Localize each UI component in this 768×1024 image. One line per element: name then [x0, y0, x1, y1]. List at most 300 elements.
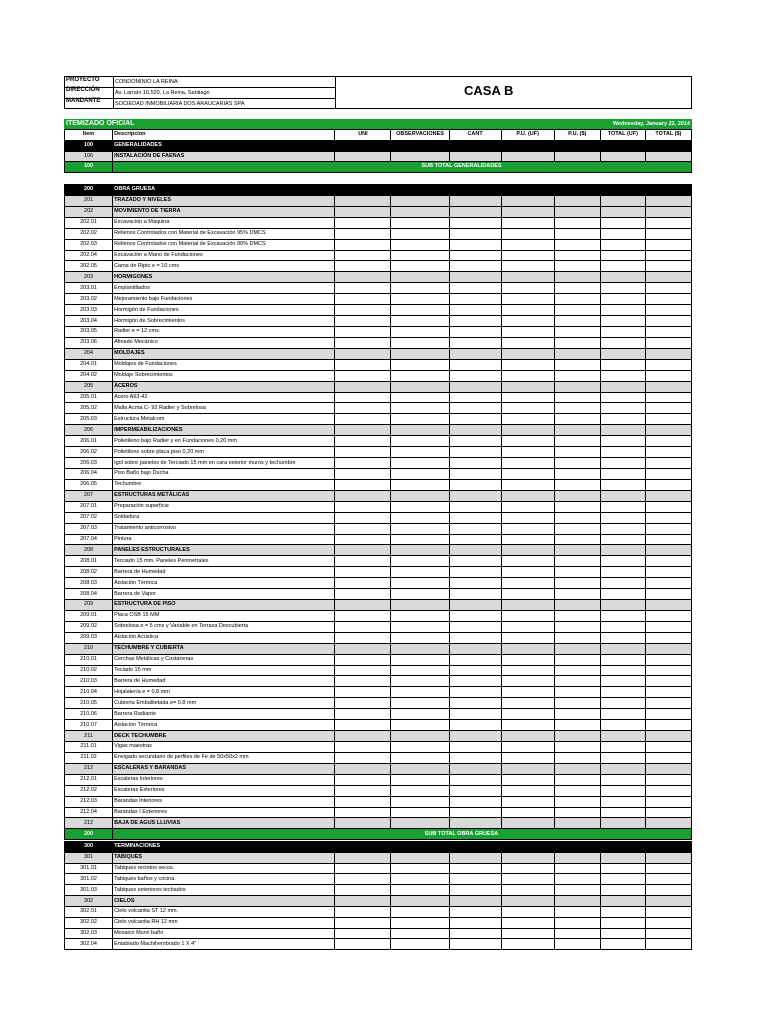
empty-cell: [391, 490, 449, 501]
empty-cell: [501, 863, 554, 874]
empty-cell: [501, 501, 554, 512]
empty-cell: [335, 600, 391, 611]
empty-cell: [600, 621, 645, 632]
section-generalidades: [64, 140, 692, 173]
item-code: 202.02: [65, 228, 113, 239]
empty-cell: [501, 217, 554, 228]
empty-cell: [335, 621, 391, 632]
item-code: 203.02: [65, 294, 113, 305]
empty-cell: [335, 305, 391, 316]
empty-cell: [554, 414, 600, 425]
empty-cell: [600, 774, 645, 785]
empty-cell: [335, 359, 391, 370]
empty-cell: [501, 763, 554, 774]
table-row: [65, 621, 692, 632]
item-code: 212.01: [65, 774, 113, 785]
empty-cell: [554, 370, 600, 381]
empty-cell: [501, 752, 554, 763]
empty-cell: [335, 458, 391, 469]
empty-cell: [335, 763, 391, 774]
empty-cell: [391, 818, 449, 829]
empty-cell: [449, 185, 501, 196]
empty-cell: [501, 709, 554, 720]
empty-cell: [645, 141, 691, 152]
empty-cell: [600, 842, 645, 853]
empty-cell: [600, 654, 645, 665]
item-description: Preparación superficie: [113, 501, 335, 512]
empty-cell: [645, 874, 691, 885]
empty-cell: [391, 654, 449, 665]
item-code: 203.05: [65, 326, 113, 337]
empty-cell: [391, 906, 449, 917]
empty-cell: [501, 928, 554, 939]
empty-cell: [391, 610, 449, 621]
table-row: [65, 709, 692, 720]
empty-cell: [645, 195, 691, 206]
empty-cell: [600, 250, 645, 261]
empty-cell: [335, 370, 391, 381]
empty-cell: [501, 359, 554, 370]
empty-cell: [600, 403, 645, 414]
item-description: ESTRUCTURAS METÁLICAS: [113, 490, 335, 501]
empty-cell: [600, 567, 645, 578]
empty-cell: [600, 185, 645, 196]
item-description: Tabiques exteriores techados: [113, 885, 335, 896]
empty-cell: [645, 326, 691, 337]
empty-cell: [554, 752, 600, 763]
empty-cell: [600, 687, 645, 698]
table-row: [65, 458, 692, 469]
empty-cell: [391, 250, 449, 261]
item-code: 210.05: [65, 698, 113, 709]
empty-cell: [335, 228, 391, 239]
empty-cell: [501, 774, 554, 785]
empty-cell: [449, 348, 501, 359]
empty-cell: [645, 906, 691, 917]
empty-cell: [391, 403, 449, 414]
item-description: Afinado Mecánico: [113, 337, 335, 348]
empty-cell: [391, 381, 449, 392]
item-description: ESCALERAS Y BARANDAS: [113, 763, 335, 774]
empty-cell: [449, 403, 501, 414]
empty-cell: [449, 621, 501, 632]
item-description: ACEROS: [113, 381, 335, 392]
empty-cell: [335, 337, 391, 348]
item-code: 204.01: [65, 359, 113, 370]
item-description: TECHUMBRE Y CUBIERTA: [113, 643, 335, 654]
empty-cell: [645, 228, 691, 239]
empty-cell: [645, 217, 691, 228]
itemizado-label: ITEMIZADO OFICIAL: [66, 120, 135, 127]
empty-cell: [449, 654, 501, 665]
category-row: [65, 348, 692, 359]
empty-cell: [645, 239, 691, 250]
empty-cell: [391, 185, 449, 196]
empty-cell: [449, 610, 501, 621]
empty-cell: [600, 731, 645, 742]
table-row: [65, 403, 692, 414]
empty-cell: [501, 370, 554, 381]
empty-cell: [645, 501, 691, 512]
empty-cell: [391, 698, 449, 709]
empty-cell: [600, 381, 645, 392]
empty-cell: [335, 447, 391, 458]
item-description: Barandas I Exteriores: [113, 807, 335, 818]
empty-cell: [449, 501, 501, 512]
empty-cell: [335, 654, 391, 665]
mandante-label: MANDANTE: [66, 98, 101, 104]
empty-cell: [335, 676, 391, 687]
empty-cell: [391, 842, 449, 853]
item-description: Escaleras Interiores: [113, 774, 335, 785]
empty-cell: [645, 698, 691, 709]
empty-cell: [335, 523, 391, 534]
item-code: 206.04: [65, 468, 113, 479]
empty-cell: [391, 785, 449, 796]
empty-cell: [554, 272, 600, 283]
category-row: [65, 818, 692, 829]
empty-cell: [335, 326, 391, 337]
item-description: DECK TECHUMBRE: [113, 731, 335, 742]
item-description: Hormigón de Fundaciones: [113, 305, 335, 316]
empty-cell: [645, 589, 691, 600]
empty-cell: [391, 796, 449, 807]
empty-cell: [600, 852, 645, 863]
empty-cell: [391, 326, 449, 337]
empty-cell: [335, 195, 391, 206]
empty-cell: [449, 425, 501, 436]
empty-cell: [645, 534, 691, 545]
category-row: [65, 600, 692, 611]
empty-cell: [501, 206, 554, 217]
empty-cell: [391, 436, 449, 447]
item-code: 205.03: [65, 414, 113, 425]
item-description: Rellenos Controlados con Material de Excavación 95% DMCS: [113, 228, 335, 239]
item-description: Escaleras Exteriores: [113, 785, 335, 796]
empty-cell: [391, 195, 449, 206]
table-row: [65, 468, 692, 479]
empty-cell: [600, 885, 645, 896]
empty-cell: [501, 185, 554, 196]
empty-cell: [449, 447, 501, 458]
item-description: Aislación Térmica: [113, 578, 335, 589]
empty-cell: [645, 621, 691, 632]
item-description: Barrera de Humedad: [113, 567, 335, 578]
empty-cell: [391, 774, 449, 785]
empty-cell: [449, 917, 501, 928]
empty-cell: [335, 698, 391, 709]
empty-cell: [554, 917, 600, 928]
item-description: Polietileno sobre placa piso 0,20 mm: [113, 447, 335, 458]
item-code: 212.02: [65, 785, 113, 796]
empty-cell: [554, 305, 600, 316]
empty-cell: [391, 763, 449, 774]
empty-cell: [391, 885, 449, 896]
table-row: [65, 796, 692, 807]
empty-cell: [645, 556, 691, 567]
empty-cell: [645, 348, 691, 359]
item-description: TRAZADO Y NIVELES: [113, 195, 335, 206]
empty-cell: [600, 479, 645, 490]
item-code: 302.01: [65, 906, 113, 917]
empty-cell: [554, 600, 600, 611]
empty-cell: [501, 676, 554, 687]
table-row: [65, 874, 692, 885]
empty-cell: [449, 567, 501, 578]
empty-cell: [335, 501, 391, 512]
item-code: 302.02: [65, 917, 113, 928]
empty-cell: [600, 458, 645, 469]
empty-cell: [645, 490, 691, 501]
empty-cell: [501, 425, 554, 436]
table-row: [65, 807, 692, 818]
empty-cell: [600, 785, 645, 796]
table-row: [65, 906, 692, 917]
empty-cell: [335, 381, 391, 392]
subtotal-code: 200: [65, 829, 113, 840]
empty-cell: [600, 928, 645, 939]
empty-cell: [335, 239, 391, 250]
category-row: [65, 425, 692, 436]
item-description: Placa OSB 15 MM: [113, 610, 335, 621]
empty-cell: [391, 458, 449, 469]
col-total-clp: TOTAL ($): [645, 130, 691, 141]
empty-cell: [449, 676, 501, 687]
empty-cell: [391, 687, 449, 698]
empty-cell: [449, 556, 501, 567]
item-description: Barrera de Vapor: [113, 589, 335, 600]
empty-cell: [554, 381, 600, 392]
empty-cell: [501, 600, 554, 611]
item-code: 207: [65, 490, 113, 501]
item-code: 205.01: [65, 392, 113, 403]
item-description: Barrera de Humedad: [113, 676, 335, 687]
empty-cell: [554, 403, 600, 414]
col-total-uf: TOTAL (UF): [600, 130, 645, 141]
empty-cell: [391, 294, 449, 305]
empty-cell: [501, 403, 554, 414]
empty-cell: [645, 632, 691, 643]
empty-cell: [600, 261, 645, 272]
empty-cell: [600, 939, 645, 950]
table-row: [65, 501, 692, 512]
item-code: 100: [65, 141, 113, 152]
empty-cell: [391, 807, 449, 818]
empty-cell: [645, 272, 691, 283]
item-code: 212: [65, 818, 113, 829]
empty-cell: [600, 589, 645, 600]
empty-cell: [449, 359, 501, 370]
item-description: MOVIMIENTO DE TIERRA: [113, 206, 335, 217]
empty-cell: [335, 742, 391, 753]
empty-cell: [449, 337, 501, 348]
col-pu-clp: P.U. ($): [554, 130, 600, 141]
empty-cell: [391, 479, 449, 490]
empty-cell: [554, 512, 600, 523]
empty-cell: [335, 709, 391, 720]
empty-cell: [501, 906, 554, 917]
empty-cell: [335, 896, 391, 907]
empty-cell: [449, 785, 501, 796]
item-description: Cama de Ripio e = 10 cms: [113, 261, 335, 272]
empty-cell: [501, 654, 554, 665]
item-description: Terciado 15 mm. Paneles Perimetrales: [113, 556, 335, 567]
subtotal-row: [65, 162, 692, 173]
empty-cell: [335, 294, 391, 305]
empty-cell: [645, 403, 691, 414]
empty-cell: [501, 874, 554, 885]
empty-cell: [449, 206, 501, 217]
empty-cell: [554, 195, 600, 206]
table-row: [65, 698, 692, 709]
empty-cell: [645, 774, 691, 785]
empty-cell: [449, 818, 501, 829]
empty-cell: [554, 842, 600, 853]
empty-cell: [554, 228, 600, 239]
empty-cell: [391, 742, 449, 753]
section-header-row: [65, 185, 692, 196]
item-code: 202.01: [65, 217, 113, 228]
table-row: [65, 447, 692, 458]
item-code: 208.03: [65, 578, 113, 589]
item-code: 205: [65, 381, 113, 392]
empty-cell: [554, 261, 600, 272]
empty-cell: [449, 468, 501, 479]
empty-cell: [501, 479, 554, 490]
item-code: 210.02: [65, 665, 113, 676]
empty-cell: [501, 807, 554, 818]
empty-cell: [335, 283, 391, 294]
empty-cell: [449, 863, 501, 874]
empty-cell: [645, 578, 691, 589]
empty-cell: [449, 195, 501, 206]
item-description: Tabiques recintos secos.: [113, 863, 335, 874]
empty-cell: [600, 272, 645, 283]
item-code: 202.03: [65, 239, 113, 250]
empty-cell: [645, 305, 691, 316]
item-description: Barandas Interiores: [113, 796, 335, 807]
empty-cell: [645, 643, 691, 654]
empty-cell: [449, 458, 501, 469]
empty-cell: [645, 896, 691, 907]
table-row: [65, 326, 692, 337]
empty-cell: [645, 818, 691, 829]
empty-cell: [554, 589, 600, 600]
empty-cell: [449, 709, 501, 720]
empty-cell: [449, 589, 501, 600]
item-description: HORMIGONES: [113, 272, 335, 283]
table-row: [65, 676, 692, 687]
empty-cell: [335, 731, 391, 742]
empty-cell: [554, 447, 600, 458]
table-row: [65, 523, 692, 534]
item-description: Acero A63-42: [113, 392, 335, 403]
category-row: [65, 852, 692, 863]
item-description: Rellenos Controlados con Material de Excavación 90% DMCS: [113, 239, 335, 250]
empty-cell: [554, 818, 600, 829]
empty-cell: [554, 556, 600, 567]
proyecto-label: PROYECTO: [66, 77, 100, 83]
item-description: Barrera Radiante: [113, 709, 335, 720]
category-row: [65, 763, 692, 774]
empty-cell: [391, 752, 449, 763]
empty-cell: [600, 917, 645, 928]
item-code: 212.03: [65, 796, 113, 807]
empty-cell: [645, 468, 691, 479]
empty-cell: [600, 392, 645, 403]
table-row: [65, 370, 692, 381]
empty-cell: [645, 928, 691, 939]
empty-cell: [501, 316, 554, 327]
table-row: [65, 654, 692, 665]
empty-cell: [600, 359, 645, 370]
item-description: Excavación a Máquina: [113, 217, 335, 228]
empty-cell: [554, 523, 600, 534]
empty-cell: [501, 261, 554, 272]
item-code: 204: [65, 348, 113, 359]
empty-cell: [449, 228, 501, 239]
section-header-row: [65, 842, 692, 853]
empty-cell: [391, 217, 449, 228]
empty-cell: [449, 305, 501, 316]
empty-cell: [501, 589, 554, 600]
empty-cell: [645, 742, 691, 753]
table-row: [65, 687, 692, 698]
empty-cell: [554, 316, 600, 327]
empty-cell: [554, 885, 600, 896]
item-description: PANELES ESTRUCTURALES: [113, 545, 335, 556]
empty-cell: [449, 250, 501, 261]
empty-cell: [335, 720, 391, 731]
item-code: 203.01: [65, 283, 113, 294]
table-row: [65, 217, 692, 228]
empty-cell: [391, 206, 449, 217]
empty-cell: [335, 665, 391, 676]
empty-cell: [391, 852, 449, 863]
item-description: TERMINACIONES: [113, 842, 335, 853]
empty-cell: [501, 195, 554, 206]
section-terminaciones: [64, 841, 692, 950]
empty-cell: [501, 272, 554, 283]
document-date: Wednesday, January 22, 2014: [612, 120, 690, 127]
empty-cell: [645, 763, 691, 774]
table-row: [65, 337, 692, 348]
item-code: 208: [65, 545, 113, 556]
empty-cell: [501, 436, 554, 447]
empty-cell: [645, 512, 691, 523]
empty-cell: [335, 687, 391, 698]
empty-cell: [554, 567, 600, 578]
item-code: 211.02: [65, 752, 113, 763]
empty-cell: [645, 807, 691, 818]
item-code: 207.01: [65, 501, 113, 512]
item-code: 206.01: [65, 436, 113, 447]
empty-cell: [501, 917, 554, 928]
empty-cell: [391, 523, 449, 534]
item-code: 212.04: [65, 807, 113, 818]
empty-cell: [391, 589, 449, 600]
col-descripcion: Descripcion: [113, 130, 335, 141]
table-row: [65, 228, 692, 239]
empty-cell: [501, 731, 554, 742]
empty-cell: [645, 600, 691, 611]
empty-cell: [645, 151, 691, 162]
empty-cell: [449, 796, 501, 807]
empty-cell: [335, 785, 391, 796]
empty-cell: [501, 534, 554, 545]
empty-cell: [391, 337, 449, 348]
item-code: 205.02: [65, 403, 113, 414]
